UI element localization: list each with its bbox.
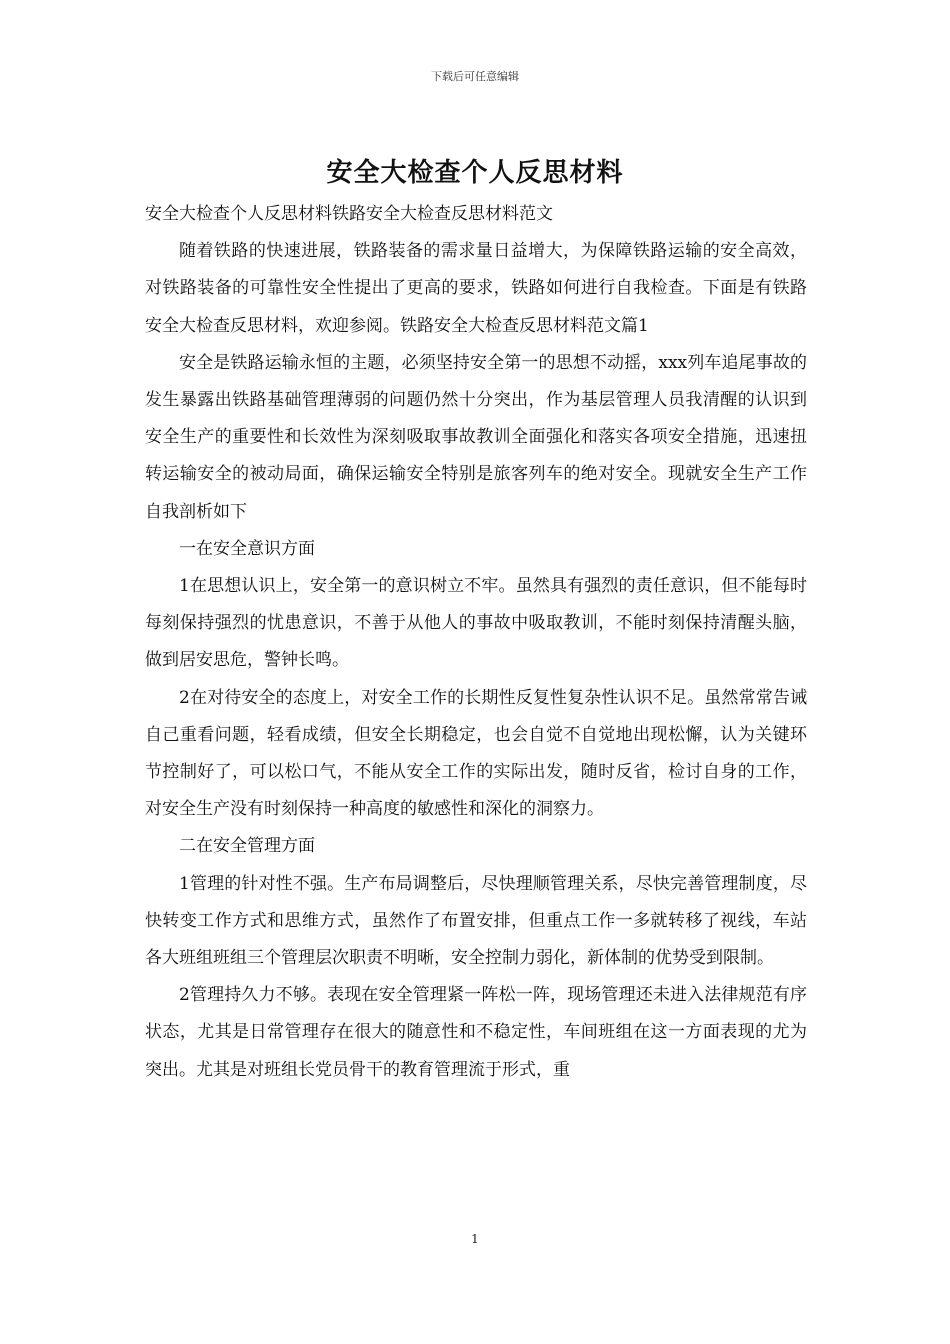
paragraph: 安全是铁路运输永恒的主题，必须坚持安全第一的思想不动摇，xxx列车追尾事故的发生暴露出铁路基础管理薄弱的问题仍然十分突出，作为基层管理人员我清醒的认识到安全生产的重要性和长效性为深刻吸取事故教训全面强化和落实各项安全措施，迅速扭转运输安全的被动局面，确保运输安全特别是旅客列车的绝对安全。现就安全生产工作自我剖析如下 [145, 352, 807, 522]
header-note: 下载后可任意编辑 [431, 70, 519, 83]
paragraph-subtitle: 安全大检查个人反思材料铁路安全大检查反思材料范文 [145, 204, 553, 224]
paragraph: 2管理持久力不够。表现在安全管理紧一阵松一阵，现场管理还未进入法律规范有序状态，尤其是日常管理存在很大的随意性和不稳定性，车间班组在这一方面表现的尤为突出。尤其是对班组长党员骨干的教育管理流于形式，重 [145, 985, 807, 1080]
document-title: 安全大检查个人反思材料 [326, 158, 624, 188]
page-number: 1 [471, 1232, 479, 1246]
paragraph: 随着铁路的快速进展，铁路装备的需求量日益增大，为保障铁路运输的安全高效，对铁路装备的可靠性安全性提出了更高的要求，铁路如何进行自我检查。下面是有铁路安全大检查反思材料，欢迎参阅。铁路安全大检查反思材料范文篇1 [145, 241, 807, 336]
paragraph: 1管理的针对性不强。生产布局调整后，尽快理顺管理关系，尽快完善管理制度，尽快转变工作方式和思维方式，虽然作了布置安排，但重点工作一多就转移了视线，车站各大班组班组三个管理层次职责不明晰，安全控制力弱化，新体制的优势受到限制。 [145, 873, 807, 969]
paragraph: 1在思想认识上，安全第一的意识树立不牢。虽然具有强烈的责任意识，但不能每时每刻保持强烈的忧患意识，不善于从他人的事故中吸取教训，不能时刻保持清醒头脑，做到居安思危，警钟长鸣。 [145, 576, 807, 671]
document-body [145, 196, 807, 1089]
section-heading: 一在安全意识方面 [179, 538, 315, 559]
section-heading: 二在安全管理方面 [179, 836, 315, 857]
paragraph: 2在对待安全的态度上，对安全工作的长期性反复性复杂性认识不足。虽然常常告诫自己重看问题，轻看成绩，但安全长期稳定，也会自觉不自觉地出现松懈，认为关键环节控制好了，可以松口气，不能从安全工作的实际出发，随时反省，检讨自身的工作，对安全生产没有时刻保持一种高度的敏感性和深化的洞察力。 [145, 687, 807, 820]
